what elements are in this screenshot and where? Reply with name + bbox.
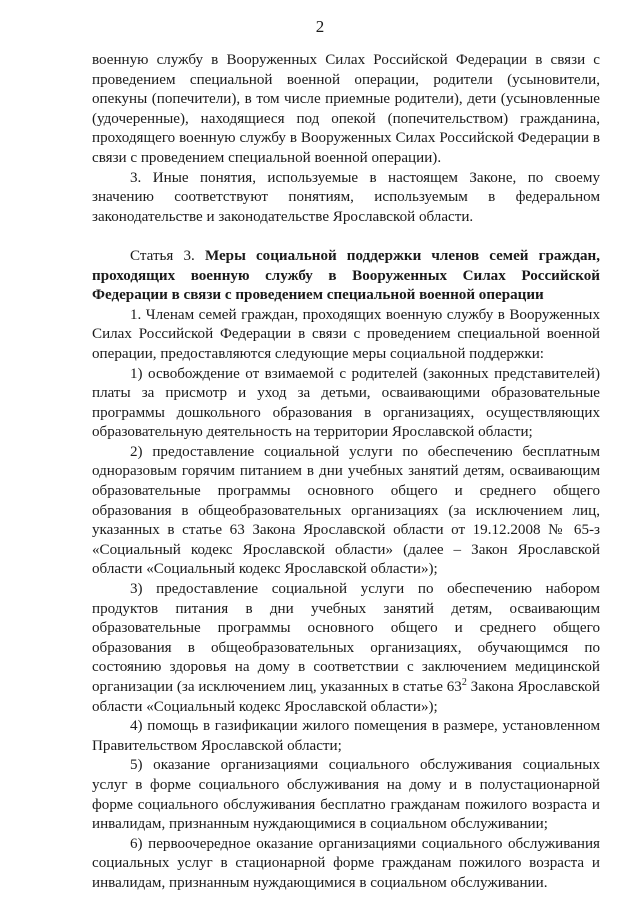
paragraph-intro: 1. Членам семей граждан, проходящих военную службу в Вооруженных Силах Российской Федерации в связи с проведением специальной военной операции, предоставляются следующие меры социальной поддержки: (92, 306, 600, 362)
list-item-4: 4) помощь в газификации жилого помещения в размере, установленном Правительством Ярославской области; (92, 718, 600, 754)
list-item-1: 1) освобождение от взимаемой с родителей (законных представителей) платы за присмотр и уход за детьми, осваивающими образовательные программы дошкольного образования в организациях, осуществляющих образовательную деятельность на территории Ярославской области; (92, 365, 600, 441)
article-heading (92, 247, 600, 306)
list-item-3-tail: Закона Ярославской области «Социальный кодекс Ярославской области»); (92, 679, 600, 715)
paragraph-definitions: 3. Иные понятия, используемые в настоящем Законе, по своему значению соответствуют понятиям, используемым в федеральном законодательстве и законодательстве Ярославской области. (92, 169, 600, 225)
page-number: 2 (315, 17, 325, 36)
list-item-3-text: 3) предоставление социальной услуги по обеспечению набором продуктов питания в дни учебных занятий детям, осваивающим образовательные программы основного общего и среднего общего образования в общеобразовательных организациях, обучающимся по состоянию здоровья на дому в соответствии с заключением медицинской организации (за исключением лиц, указанных в статье 63 (92, 581, 600, 695)
article-label: Статья 3. (130, 247, 195, 264)
article-title: Меры социальной поддержки членов семей граждан, проходящих военную службу в Вооруженных Силах Российской Федерации в связи с проведением специальной военной операции (92, 247, 600, 304)
list-item-2: 2) предоставление социальной услуги по обеспечению бесплатным одноразовым горячим питанием в дни учебных занятий детям, осваивающим образовательные программы основного общего и среднего общего образования в общеобразовательных организациях (за исключением лиц, указанных в статье 63 Закона Ярославской области от 19.12.2008 № 65-з «Социальный кодекс Ярославской области» (далее – Закон Ярославской области «Социальный кодекс Ярославской области»); (92, 443, 600, 578)
superscript: 2 (461, 677, 467, 688)
list-item-3 (92, 580, 600, 717)
paragraph-continuation: военную службу в Вооруженных Силах Российской Федерации в связи с проведением специальной военной операции, родители (усыновители, опекуны (попечители), в том числе приемные родители), дети (усыновленные (удочеренные), находящиеся под опекой (попечительством) гражданина, проходящего военную службу в Вооруженных Силах Российской Федерации в связи с проведением специальной военной операции). (92, 52, 600, 166)
document-body (92, 51, 600, 894)
list-item-6: 6) первоочередное оказание организациями социального обслуживания социальных услуг в стационарной форме гражданам пожилого возраста и инвалидам, признанным нуждающимися в социальном обслуживании. (92, 835, 600, 891)
list-item-5: 5) оказание организациями социального обслуживания социальных услуг в форме социального обслуживания на дому и в полустационарной форме социального обслуживания бесплатно гражданам пожилого возраста и инвалидам, признанным нуждающимися в социальном обслуживании; (92, 757, 600, 833)
